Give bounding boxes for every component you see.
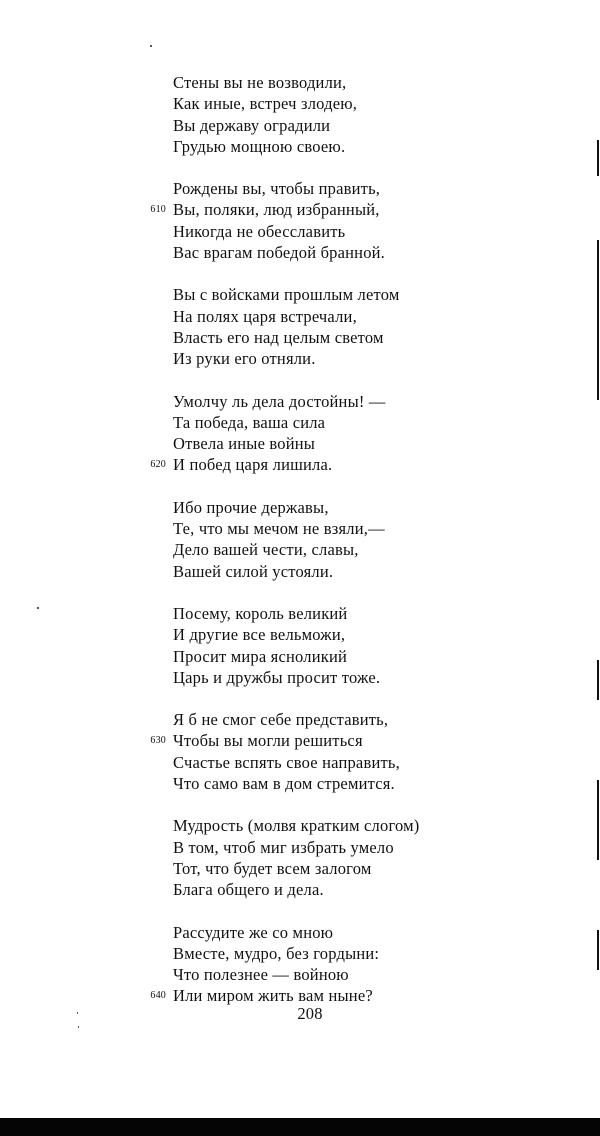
line-text: Посему, король великий: [173, 603, 348, 623]
poem-line: [150, 730, 473, 751]
poem-text: [150, 72, 473, 1028]
poem-line: [173, 964, 473, 985]
poem-line: [173, 922, 473, 943]
poem-line: [173, 539, 473, 560]
poem-line: [173, 72, 473, 93]
scan-speck: [77, 1012, 78, 1014]
stanza: [173, 72, 473, 157]
line-text: Стены вы не возводили,: [173, 73, 347, 92]
line-text: Тот, что будет всем залогом: [173, 858, 372, 878]
poem-line: [173, 709, 473, 730]
scan-speck: [37, 607, 39, 609]
line-number: 610: [150, 204, 166, 216]
poem-line: [173, 667, 473, 688]
stanza: [150, 922, 473, 1007]
line-text: Вместе, мудро, без гордыни:: [173, 943, 380, 963]
line-text: Чтобы вы могли решиться: [173, 731, 363, 751]
line-text: Никогда не обесславить: [173, 221, 346, 241]
scan-speck: [78, 1026, 79, 1028]
line-text: Те, что мы мечом не взяли,—: [173, 519, 385, 539]
line-number: 630: [150, 735, 166, 747]
poem-line: [173, 497, 473, 518]
page-edge-mark: [597, 660, 599, 700]
poem-line: [173, 646, 473, 667]
line-text: Вы державу оградили: [173, 115, 331, 135]
poem-line: [173, 561, 473, 582]
poem-line: [173, 624, 473, 645]
page-edge-mark: [597, 930, 599, 970]
poem-line: [173, 327, 473, 348]
poem-line: [173, 433, 473, 454]
poem-line: [173, 136, 473, 157]
line-text: Просит мира ясноликий: [173, 646, 348, 666]
line-text: Царь и дружбы просит тоже.: [173, 667, 381, 687]
line-text: Счастье вспять свое направить,: [173, 752, 400, 772]
line-text: Вы с войсками прошлым летом: [173, 285, 400, 305]
line-text: Рождены вы, чтобы править,: [173, 179, 381, 199]
line-text: Или миром жить вам ныне?: [173, 986, 373, 1006]
poem-line: [173, 306, 473, 327]
poem-line: [173, 752, 473, 773]
poem-line: [173, 879, 473, 900]
line-text: Блага общего и дела.: [173, 880, 324, 900]
page-edge-mark: [597, 240, 599, 400]
poem-line: [173, 858, 473, 879]
scan-bottom-edge: [0, 1118, 600, 1136]
poem-line: [173, 391, 473, 412]
line-text: Дело вашей чести, славы,: [173, 540, 359, 560]
line-text: Вашей силой устояли.: [173, 561, 334, 581]
line-number: 620: [150, 459, 166, 471]
stanza: [173, 815, 473, 900]
poem-line: [150, 199, 473, 220]
line-text: Как иные, встреч злодею,: [173, 94, 358, 114]
line-text: На полях царя встречали,: [173, 306, 357, 326]
line-number: 640: [150, 990, 166, 1002]
stanza: [150, 391, 473, 476]
poem-line: [173, 93, 473, 114]
poem-line: [173, 773, 473, 794]
line-text: Власть его над целым светом: [173, 327, 384, 347]
stanza: [173, 603, 473, 688]
poem-line: [173, 221, 473, 242]
page-edge-mark: [597, 140, 599, 176]
poem-line: [173, 412, 473, 433]
stanza: [173, 497, 473, 582]
line-text: Мудрость (молвя кратким слогом): [173, 816, 420, 836]
line-text: Что полезнее — войною: [173, 965, 349, 985]
poem-line: [150, 454, 473, 475]
stanza: [150, 178, 473, 263]
stanza: [150, 709, 473, 794]
page-edge-mark: [597, 780, 599, 860]
line-text: Вас врагам победой бранной.: [173, 243, 385, 263]
line-text: Умолчу ль дела достойны! —: [173, 391, 386, 411]
line-text: Что само вам в дом стремится.: [173, 774, 395, 794]
poem-line: [173, 837, 473, 858]
line-text: И побед царя лишила.: [173, 455, 333, 475]
stanza: [173, 284, 473, 369]
poem-line: [173, 284, 473, 305]
poem-line: [173, 603, 473, 624]
scan-speck: [150, 45, 152, 47]
line-text: Рассудите же со мною: [173, 922, 334, 942]
line-text: И другие все вельможи,: [173, 625, 346, 645]
poem-line: [173, 242, 473, 263]
page-number: 208: [297, 1004, 323, 1023]
line-text: Та победа, ваша сила: [173, 412, 326, 432]
poem-line: [173, 115, 473, 136]
poem-line: [173, 178, 473, 199]
poem-line: [173, 815, 473, 836]
poem-line: [173, 518, 473, 539]
line-text: Я б не смог себе представить,: [173, 710, 389, 730]
poem-line: [173, 348, 473, 369]
line-text: Отвела иные войны: [173, 434, 316, 454]
line-text: Грудью мощною своею.: [173, 136, 346, 156]
line-text: Ибо прочие державы,: [173, 497, 329, 517]
line-text: В том, чтоб миг избрать умело: [173, 837, 394, 857]
line-text: Вы, поляки, люд избранный,: [173, 200, 380, 220]
line-text: Из руки его отняли.: [173, 349, 316, 369]
poem-line: [173, 943, 473, 964]
